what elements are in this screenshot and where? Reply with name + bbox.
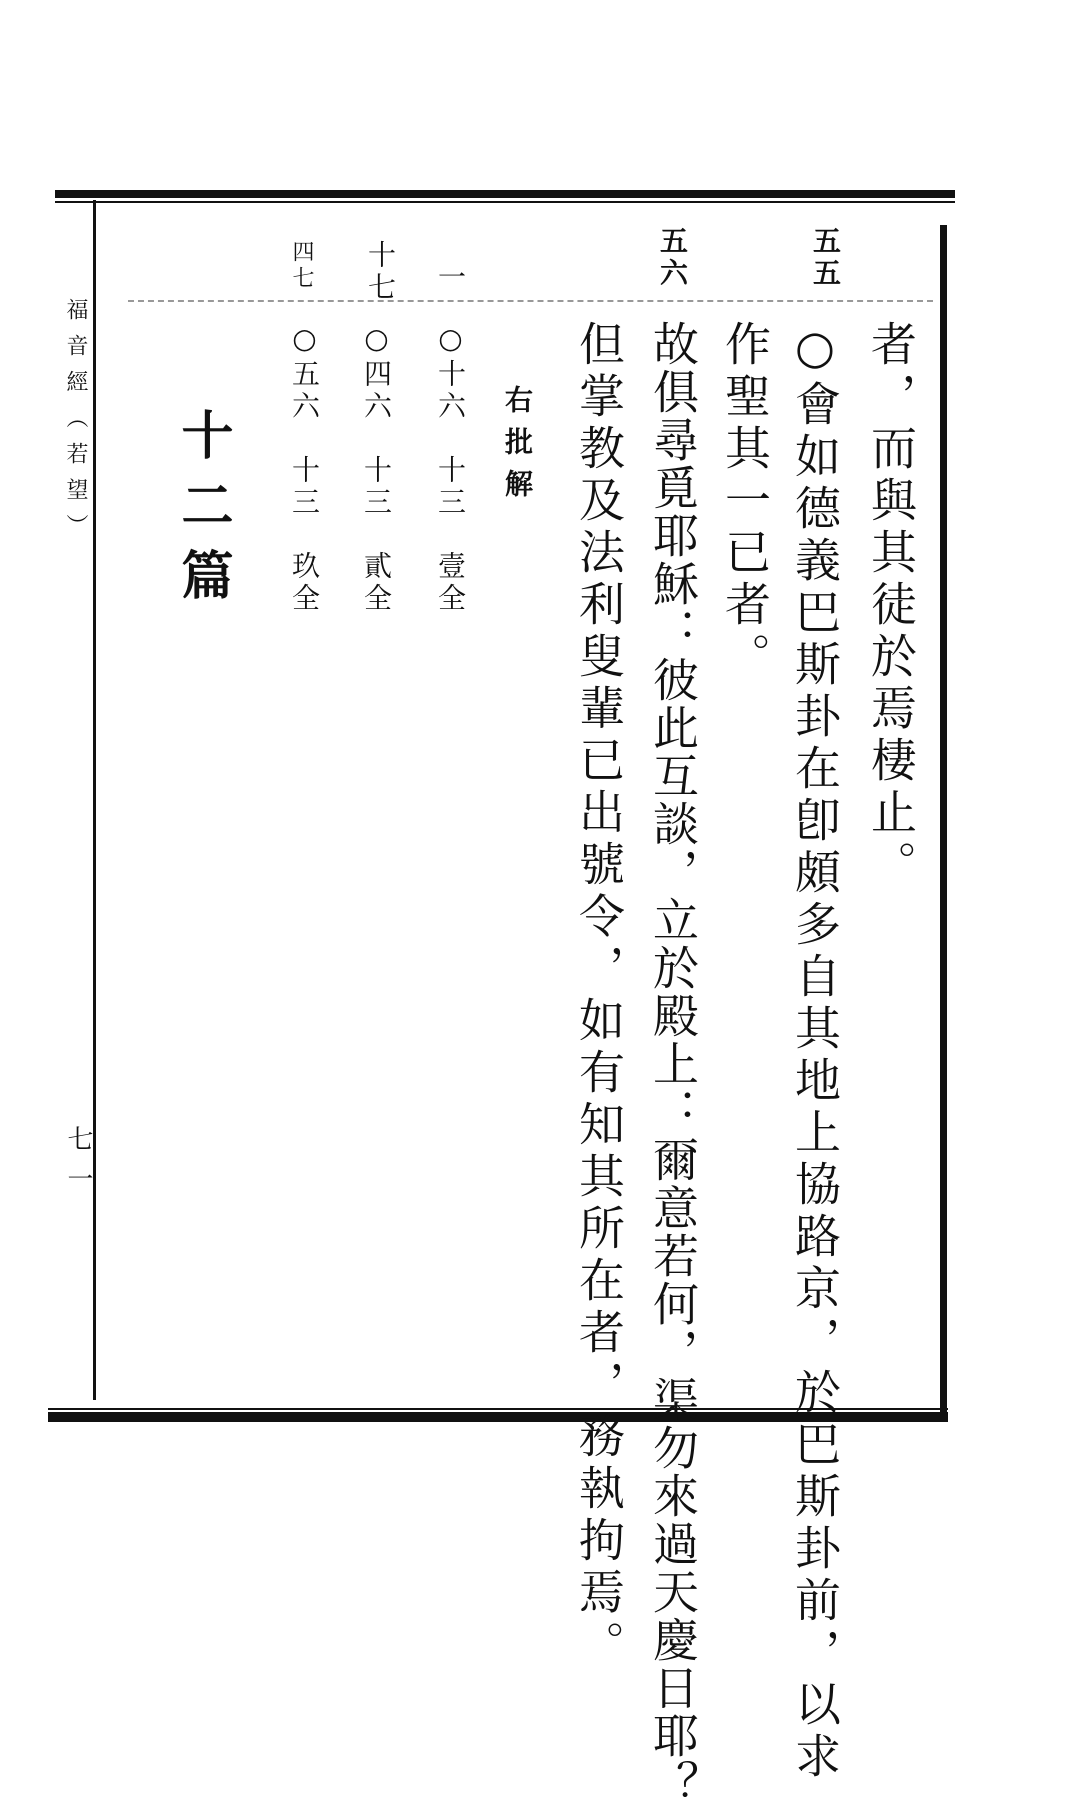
notes-row-2: ○四六 十三 貳全 bbox=[360, 322, 393, 615]
notes-title: 右批解 bbox=[501, 385, 534, 511]
text-column-2: ○會如德義巴斯卦在卽頗多自其地上協路京，於巴斯卦前，以求 bbox=[788, 320, 842, 1784]
notes-row-1: ○十六 十三 壹全 bbox=[434, 322, 467, 615]
ref-header-17: 十七 bbox=[364, 240, 397, 304]
right-border-rule bbox=[940, 225, 947, 1415]
margin-page-number: 七一 bbox=[63, 1125, 93, 1205]
top-border-thin bbox=[55, 201, 955, 203]
chapter-heading: 十二篇 bbox=[172, 408, 233, 618]
left-border-rule bbox=[93, 200, 96, 1400]
notes-row-3: ○五六 十三 玖全 bbox=[288, 322, 321, 615]
text-column-5: 但掌教及法利叟輩已出號令，如有知其所在者，務執拘焉。 bbox=[572, 320, 626, 1672]
ref-header-47: 四七 bbox=[289, 240, 314, 292]
text-column-3: 作聖其一已者。 bbox=[718, 320, 772, 684]
text-column-1: 者，而與其徒於焉棲止。 bbox=[864, 320, 918, 892]
text-column-4: 故俱尋覓耶穌：彼此互談，立於殿上：爾意若何，渠勿來過天慶日耶？ bbox=[646, 320, 700, 1808]
verse-header-55: 五五 bbox=[809, 226, 842, 290]
verse-header-56: 五六 bbox=[656, 226, 689, 290]
ref-header-1: 一 bbox=[434, 262, 467, 294]
top-border-rule bbox=[55, 190, 955, 198]
header-divider bbox=[128, 300, 933, 302]
margin-title: 福音經（若望） bbox=[63, 298, 88, 550]
